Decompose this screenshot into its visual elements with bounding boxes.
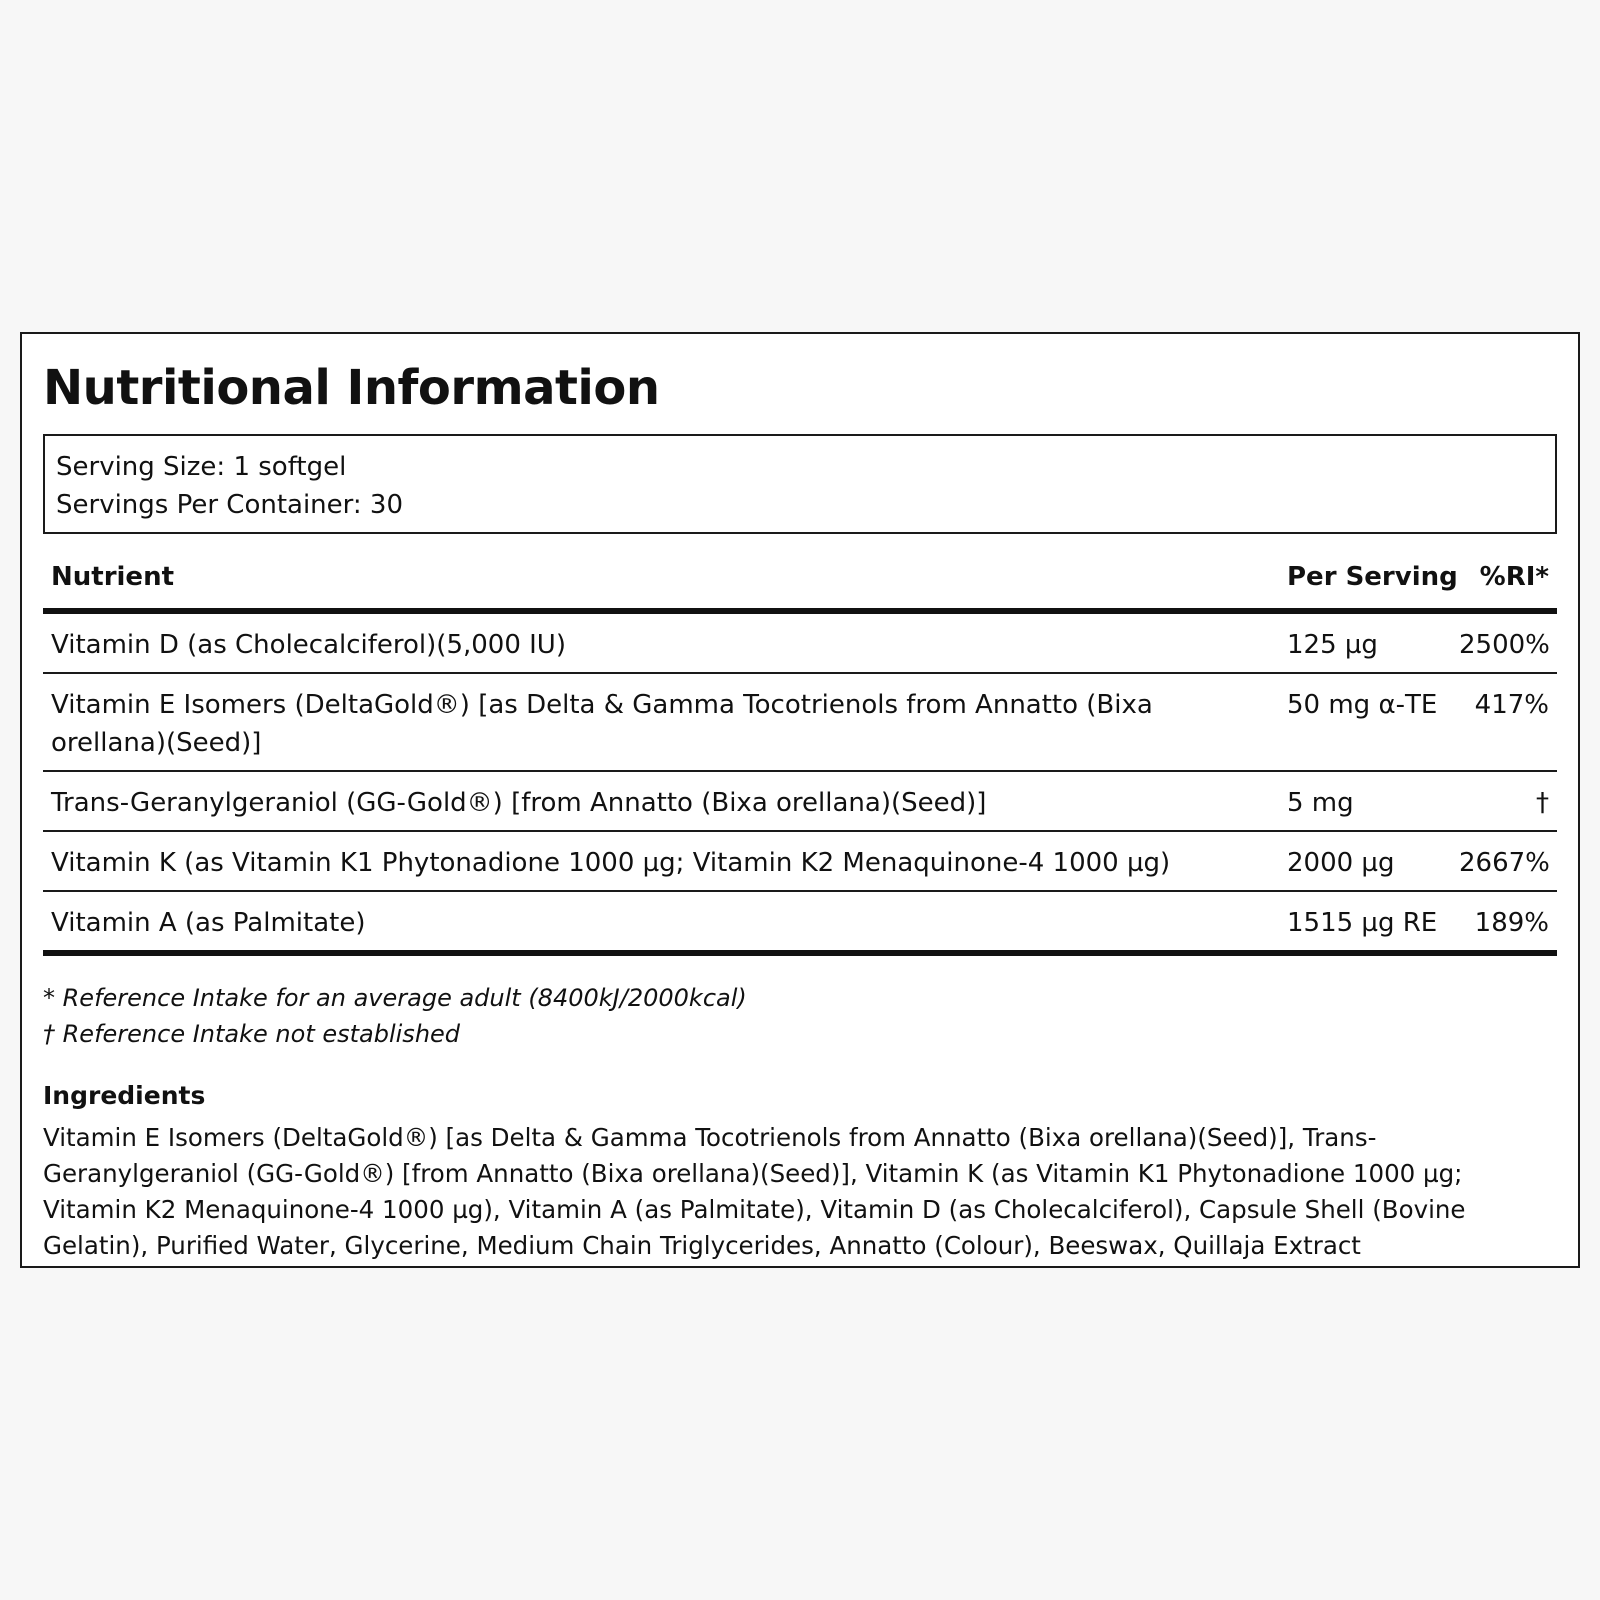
ri-value: † xyxy=(1536,788,1549,818)
ingredients-heading: Ingredients xyxy=(43,1081,206,1110)
per-serving-value: 50 mg α-TE xyxy=(1287,690,1438,720)
per-serving-value: 125 µg xyxy=(1287,630,1378,660)
ingredients-text: Vitamin E Isomers (DeltaGold®) [as Delta & Gamma Tocotrienols from Annatto (Bixa orellana)(Seed)], Trans-Geranylgeraniol (GG-Gold®) [from Annatto (Bixa orellana)(Seed)], Vitamin K (as Vitamin K1 Phytonadione 1000 µg; Vitamin K2 Menaquinone-4 1000 µg), Vitamin A (as Palmitate), Vitamin D (as Cholecalciferol), Capsule Shell (Bovine Gelatin), Purified Water, Glycerine, Medium Chain Triglycerides, Annatto (Colour), Beeswax, Quillaja Extract xyxy=(43,1123,1466,1260)
nutrient-table xyxy=(43,554,1557,956)
table-row xyxy=(43,614,1557,674)
table-row xyxy=(43,772,1557,832)
ri-value: 2667% xyxy=(1459,848,1550,878)
nutrition-label xyxy=(20,332,1580,1268)
nutrient-name: Vitamin E Isomers (DeltaGold®) [as Delta & Gamma Tocotrienols from Annatto (Bixa orellana)(Seed)] xyxy=(51,690,1153,758)
servings-per-container: Servings Per Container: 30 xyxy=(56,490,404,520)
ri-value: 417% xyxy=(1474,690,1549,720)
footnotes xyxy=(43,980,1557,1052)
dagger-footnote: † Reference Intake not established xyxy=(43,1020,461,1048)
nutrient-name: Vitamin D (as Cholecalciferol)(5,000 IU) xyxy=(51,630,566,660)
table-row xyxy=(43,892,1557,956)
ri-value: 189% xyxy=(1474,908,1549,938)
per-serving-value: 2000 µg xyxy=(1287,848,1395,878)
serving-info-box xyxy=(43,434,1557,534)
column-header-ri: %RI* xyxy=(1479,562,1549,592)
label-title: Nutritional Information xyxy=(43,360,660,416)
nutrient-name: Vitamin A (as Palmitate) xyxy=(51,908,366,938)
ri-value: 2500% xyxy=(1459,630,1550,660)
serving-size: Serving Size: 1 softgel xyxy=(56,452,347,482)
per-serving-value: 1515 µg RE xyxy=(1287,908,1438,938)
table-header-row xyxy=(43,554,1557,614)
table-row xyxy=(43,832,1557,892)
column-header-nutrient: Nutrient xyxy=(51,562,175,592)
table-row xyxy=(43,674,1557,772)
column-header-per-serving: Per Serving xyxy=(1287,562,1458,592)
nutrient-name: Trans-Geranylgeraniol (GG-Gold®) [from Annatto (Bixa orellana)(Seed)] xyxy=(51,788,987,818)
ri-footnote: * Reference Intake for an average adult (8400kJ/2000kcal) xyxy=(43,984,747,1012)
nutrient-name: Vitamin K (as Vitamin K1 Phytonadione 1000 µg; Vitamin K2 Menaquinone-4 1000 µg) xyxy=(51,848,1171,878)
per-serving-value: 5 mg xyxy=(1287,788,1354,818)
